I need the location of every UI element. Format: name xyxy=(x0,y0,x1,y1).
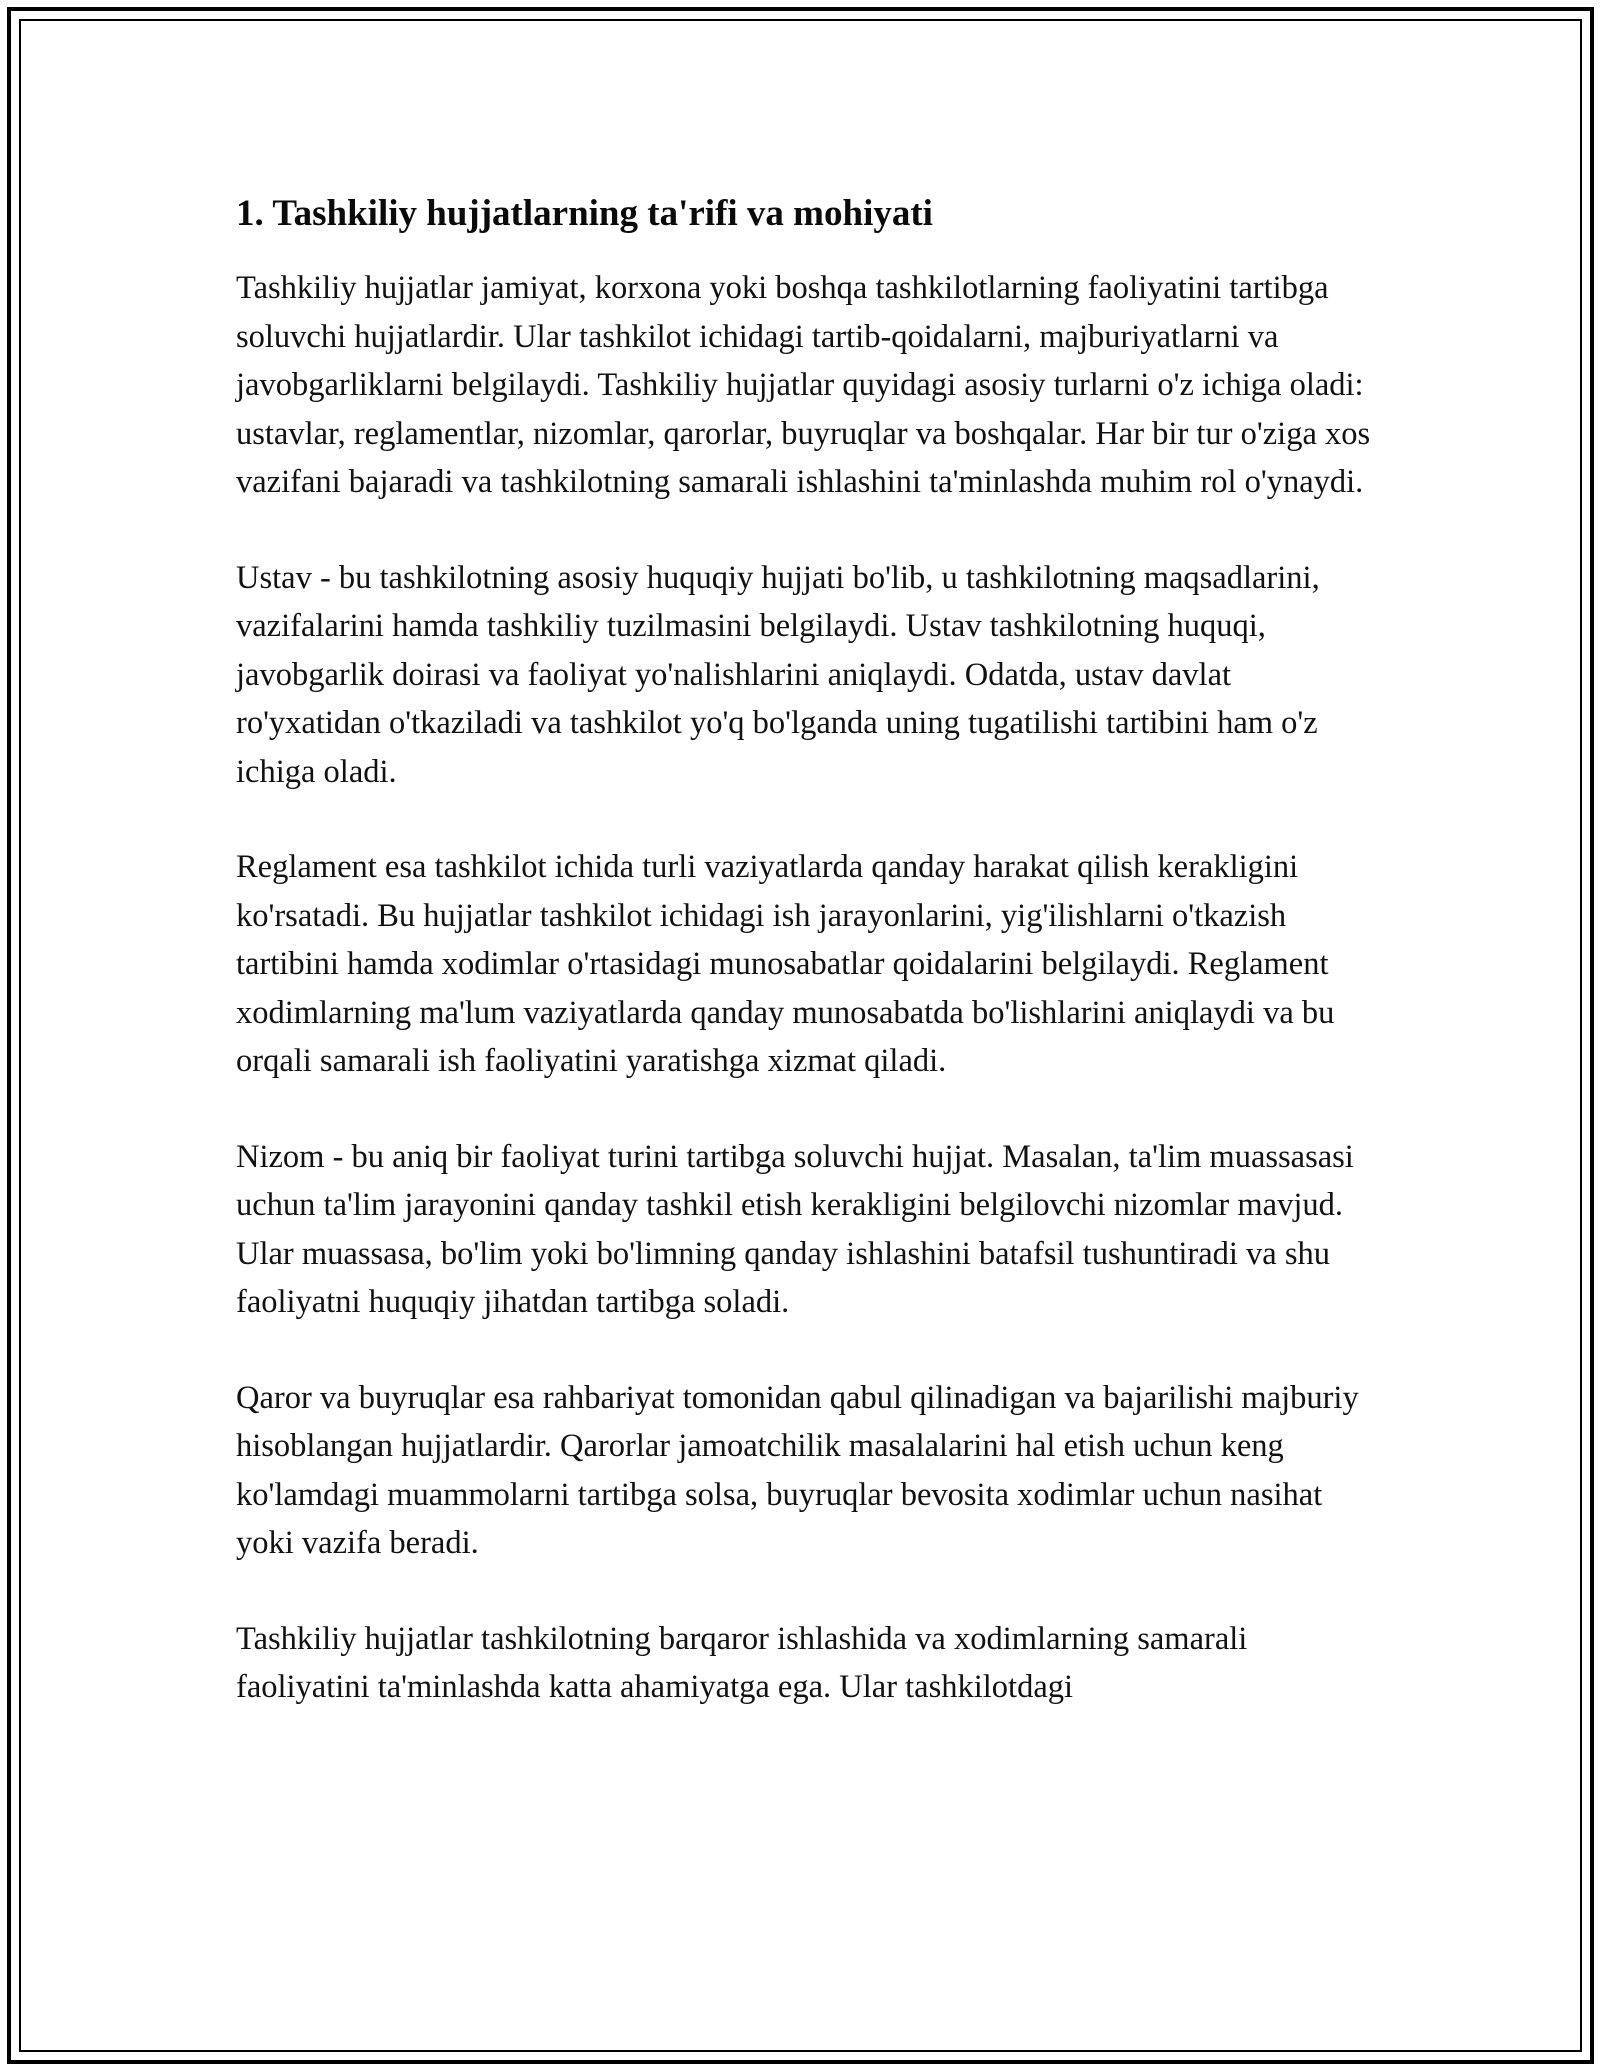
document-body xyxy=(236,186,1371,1759)
paragraph-nizom: Nizom - bu aniq bir faoliyat turini tartibga soluvchi hujjat. Masalan, ta'lim muassasasi uchun ta'lim jarayonini qanday tashkil etish kerakligini belgilovchi nizomlar mavjud. Ular muassasa, bo'lim yoki bo'limning qanday ishlashini batafsil tushuntiradi va shu faoliyatni huquqiy jihatdan tartibga soladi. xyxy=(236,1138,1354,1320)
paragraph-qaror: Qaror va buyruqlar esa rahbariyat tomonidan qabul qilinadigan va bajarilishi majburiy hisoblangan hujjatlardir. Qarorlar jamoatchilik masalalarini hal etish uchun keng ko'lamdagi muammolarni tartibga solsa, buyruqlar bevosita xodimlar uchun nasihat yoki vazifa beradi. xyxy=(236,1379,1359,1561)
paragraph-intro: Tashkiliy hujjatlar jamiyat, korxona yoki boshqa tashkilotlarning faoliyatini tartibga soluvchi hujjatlardir. Ular tashkilot ichidagi tartib-qoidalarni, majburiyatlarni va javobgarliklarni belgilaydi. Tashkiliy hujjatlar quyidagi asosiy turlarni o'z ichiga oladi: ustavlar, reglamentlar, nizomlar, qarorlar, buyruqlar va boshqalar. Har bir tur o'ziga xos vazifani bajaradi va tashkilotning samarali ishlashini ta'minlashda muhim rol o'ynaydi. xyxy=(236,270,1371,500)
paragraph-reglament: Reglament esa tashkilot ichida turli vaziyatlarda qanday harakat qilish kerakligini ko'rsatadi. Bu hujjatlar tashkilot ichidagi ish jarayonlarini, yig'ilishlarni o'tkazish tartibini hamda xodimlar o'rtasidagi munosabatlar qoidalarini belgilaydi. Reglament xodimlarning ma'lum vaziyatlarda qanday munosabatda bo'lishlarini aniqlaydi va bu orqali samarali ish faoliyatini yaratishga xizmat qiladi. xyxy=(236,849,1335,1079)
paragraph-conclusion: Tashkiliy hujjatlar tashkilotning barqaror ishlashida va xodimlarning samarali faoliyatini ta'minlashda katta ahamiyatga ega. Ular tashkilotdagi xyxy=(236,1620,1248,1705)
paragraph-ustav: Ustav - bu tashkilotning asosiy huquqiy hujjati bo'lib, u tashkilotning maqsadlarini, vazifalarini hamda tashkiliy tuzilmasini belgilaydi. Ustav tashkilotning huquqi, javobgarlik doirasi va faoliyat yo'nalishlarini aniqlaydi. Odatda, ustav davlat ro'yxatidan o'tkaziladi va tashkilot yo'q bo'lganda uning tugatilishi tartibini ham o'z ichiga oladi. xyxy=(236,559,1320,790)
document-heading: 1. Tashkiliy hujjatlarning ta'rifi va mohiyati xyxy=(236,193,933,234)
